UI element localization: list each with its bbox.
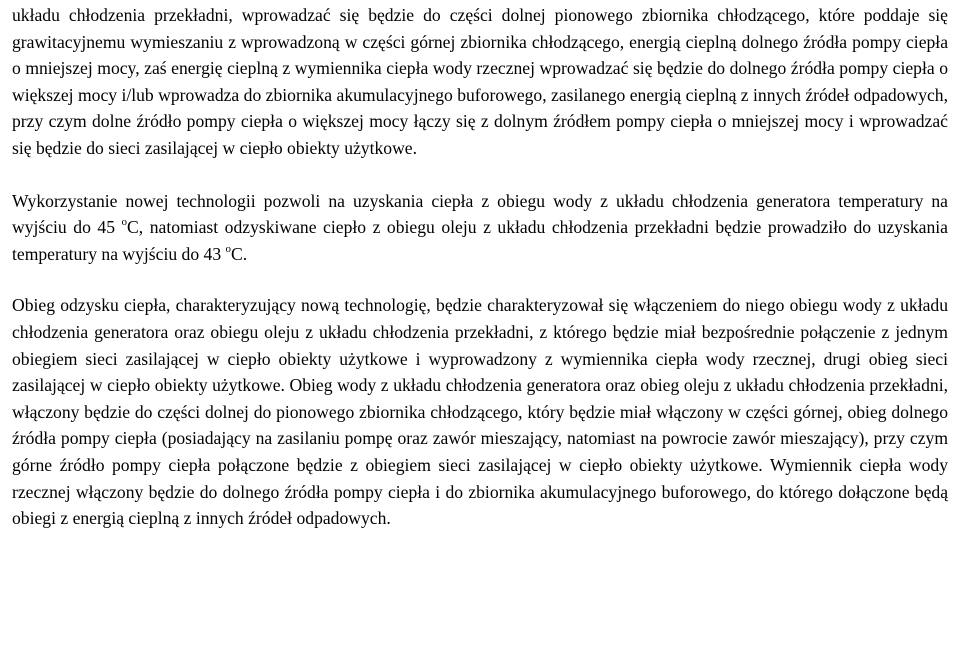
paragraph-new-technology [12, 188, 948, 268]
paragraph-text-part: C, natomiast odzyskiwane ciepło z obiegu oleju z układu chłodzenia przekładni będzie prowadziło do uzyskania temperatury na wyjściu do 43 [12, 217, 948, 264]
paragraph-text-part: Wykorzystanie nowej technologii pozwoli na uzyskania ciepła z obiegu wody z układu chłodzenia generatora temperatury na wyjściu do 45 [12, 190, 948, 238]
degree-superscript: o [225, 242, 232, 255]
paragraph-cooling-circuits: układu chłodzenia przekładni, wprowadzać się będzie do części dolnej pionowego zbiornika chłodzącego, które poddaje się grawitacyjnemu wymieszaniu z wprowadzoną w części górnej zbiornika chłodzącego, energią cieplną dolnego źródła pompy ciepła o mniejszej mocy, zaś energię cieplną z wymiennika ciepła wody rzecznej wprowadzać się będzie do dolnego źródła pompy ciepła o większej mocy i/lub wprowadza do zbiornika akumulacyjnego buforowego, zasilanego energią cieplną z innych źródeł odpadowych, przy czym dolne źródło pompy ciepła o większej mocy łączy się z dolnym źródłem pompy ciepła o mniejszej mocy i wprowadzać się będzie do sieci zasilającej w ciepło obiekty użytkowe. [12, 5, 948, 158]
document-page [12, 2, 948, 532]
degree-superscript: o [121, 216, 128, 229]
paragraph-heat-recovery-circuit: Obieg odzysku ciepła, charakteryzujący nową technologię, będzie charakteryzował się włączeniem do niego obiegu wody z układu chłodzenia generatora oraz obiegu oleju z układu chłodzenia przekładni, z którego będzie miał bezpośrednie połączenie z jednym obiegiem sieci zasilającej w ciepło obiekty użytkowe i wyprowadzony z wymiennika ciepła wody rzecznej, drugi obieg sieci zasilającej w ciepło obiekty użytkowe. Obieg wody z układu chłodzenia generatora oraz obieg oleju z układu chłodzenia przekładni, włączony będzie do części dolnej do pionowego zbiornika chłodzącego, który będzie miał włączony w części górnej, obieg dolnego źródła pompy ciepła (posiadający na zasilaniu pompę oraz zawór mieszający, natomiast na powrocie zawór mieszający), przy czym górne źródło pompy ciepła połączone będzie z obiegiem sieci zasilającej w ciepło obiekty użytkowe. Wymiennik ciepła wody rzecznej włączony będzie do dolnego źródła pompy ciepła i do zbiornika akumulacyjnego buforowego, do którego dołączone będą obiegi z energią cieplną z innych źródeł odpadowych. [12, 295, 948, 529]
paragraph-text-part: C. [231, 243, 248, 264]
